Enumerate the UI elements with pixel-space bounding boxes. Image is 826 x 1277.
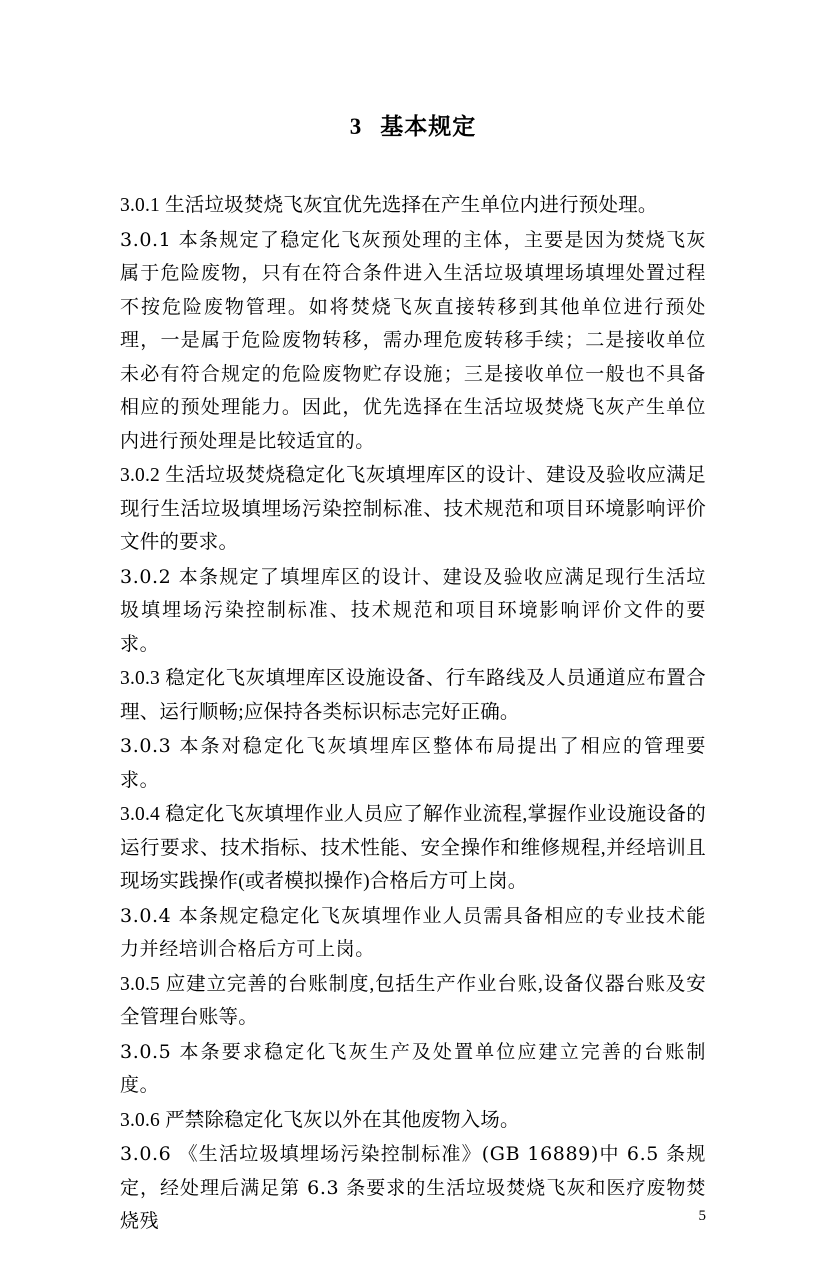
paragraph: 3.0.2 生活垃圾焚烧稳定化飞灰填埋库区的设计、建设及验收应满足现行生活垃圾填埋场污染控制标准、技术规范和项目环境影响评价文件的要求。	[120, 465, 706, 553]
paragraph: 3.0.4 稳定化飞灰填埋作业人员应了解作业流程,掌握作业设施设备的运行要求、技术指标、技术性能、安全操作和维修规程,并经培训且现场实践操作(或者模拟操作)合格后方可上岗。	[120, 804, 706, 892]
paragraph: 3.0.6 《生活垃圾填埋场污染控制标准》(GB 16889)中 6.5 条规定，经处理后满足第 6.3 条要求的生活垃圾焚烧飞灰和医疗废物焚烧残	[120, 1143, 706, 1232]
body-text	[120, 189, 706, 1239]
paragraph: 3.0.3 本条对稳定化飞灰填埋库区整体布局提出了相应的管理要求。	[120, 735, 706, 791]
paragraph: 3.0.5 本条要求稳定化飞灰生产及处置单位应建立完善的台账制度。	[120, 1040, 706, 1096]
page-title	[120, 108, 706, 141]
paragraph: 3.0.5 应建立完善的台账制度,包括生产作业台账,设备仪器台账及安全管理台账等。	[120, 973, 706, 1028]
page-number: 5	[698, 1208, 706, 1224]
chapter-title: 基本规定	[380, 114, 477, 139]
paragraph: 3.0.4 本条规定稳定化飞灰填埋作业人员需具备相应的专业技术能力并经培训合格后方可上岗。	[120, 904, 706, 960]
chapter-number: 3	[349, 114, 363, 139]
paragraph: 3.0.2 本条规定了填埋库区的设计、建设及验收应满足现行生活垃圾填埋场污染控制标准、技术规范和项目环境影响评价文件的要求。	[120, 565, 706, 655]
paragraph: 3.0.6 严禁除稳定化飞灰以外在其他废物入场。	[120, 1109, 520, 1131]
paragraph: 3.0.3 稳定化飞灰填埋库区设施设备、行车路线及人员通道应布置合理、运行顺畅;应保持各类标识标志完好正确。	[120, 668, 706, 723]
paragraph: 3.0.1 本条规定了稳定化飞灰预处理的主体，主要是因为焚烧飞灰属于危险废物，只有在符合条件进入生活垃圾填埋场填埋处置过程不按危险废物管理。如将焚烧飞灰直接转移到其他单位进行预处理，一是属于危险废物转移，需办理危废转移手续；二是接收单位未必有符合规定的危险废物贮存设施；三是接收单位一般也不具备相应的预处理能力。因此，优先选择在生活垃圾焚烧飞灰产生单位内进行预处理是比较适宜的。	[120, 228, 706, 452]
document-page	[0, 108, 826, 1277]
paragraph: 3.0.1 生活垃圾焚烧飞灰宜优先选择在产生单位内进行预处理。	[120, 195, 658, 216]
